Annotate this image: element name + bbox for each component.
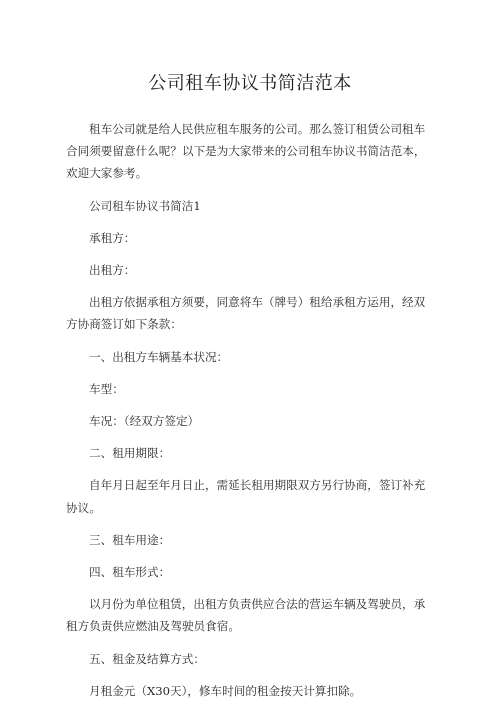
- document-body: [66, 118, 434, 712]
- section-heading: 公司租车协议书简洁1: [89, 198, 201, 213]
- vehicle-condition-line: 车况：（经双方签定）: [89, 414, 200, 429]
- lessee-line: 承租方：: [89, 230, 136, 245]
- clause-heading: 一、出租方车辆基本状况：: [89, 349, 229, 364]
- rental-form-paragraph: 以月份为单位租赁，出租方负责供应合法的营运车辆及驾驶员，承租方负责供应燃油及驾驶员食宿。: [66, 597, 426, 634]
- vehicle-model-line: 车型：: [89, 381, 124, 396]
- clause-heading: 四、租车形式：: [89, 565, 171, 580]
- clause-heading: 五、租金及结算方式：: [89, 651, 205, 666]
- document-title: 公司租车协议书简洁范本: [148, 73, 352, 94]
- clause-heading: 二、租用期限：: [89, 446, 171, 461]
- intro-paragraph: 租车公司就是给人民供应租车服务的公司。那么签订租赁公司租车合同须要留意什么呢？以下是为大家带来的公司租车协议书简洁范本，欢迎大家参考。: [66, 122, 426, 181]
- agreement-preamble: 出租方依据承租方须要，同意将车（牌号）租给承租方运用，经双方协商签订如下条款：: [66, 295, 426, 332]
- clause-heading: 三、租车用途：: [89, 532, 171, 547]
- rental-period-paragraph: 自年月日起至年月日止，需延长租用期限双方另行协商，签订补充协议。: [66, 478, 426, 515]
- lessor-line: 出租方：: [89, 263, 136, 278]
- rent-paragraph: 月租金元（X30天），修车时间的租金按天计算扣除。: [89, 683, 362, 698]
